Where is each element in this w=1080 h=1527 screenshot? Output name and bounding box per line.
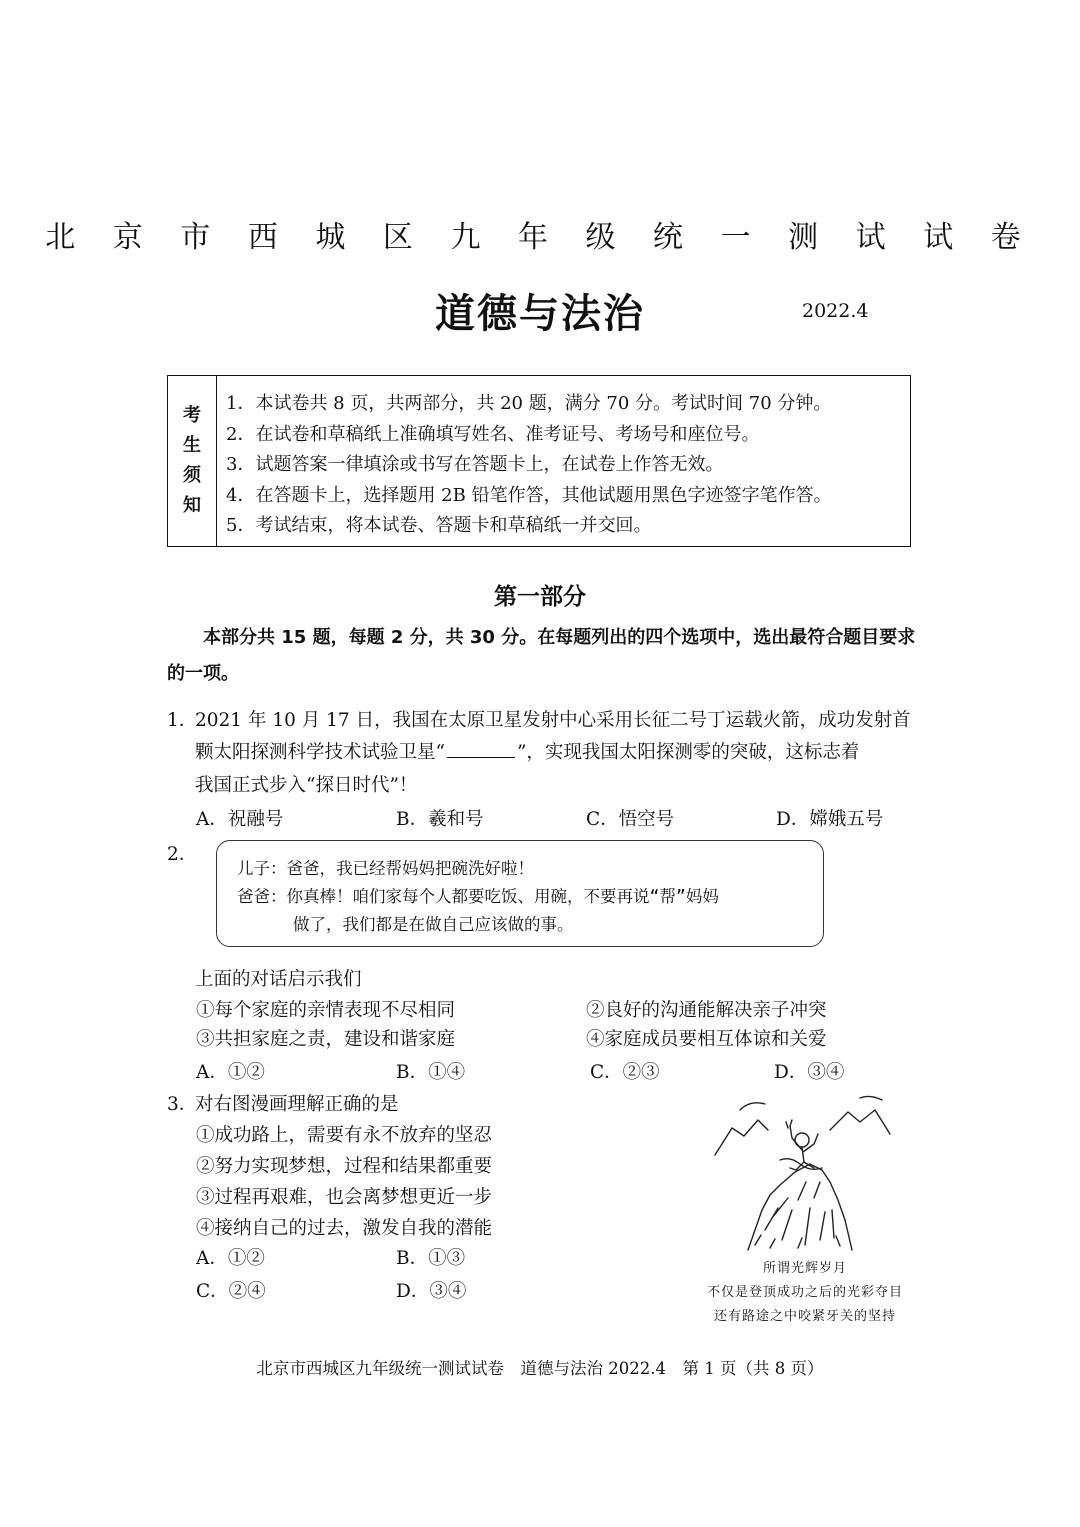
notice-item: 2．在试卷和草稿纸上准确填写姓名、准考证号、考场号和座位号。	[226, 423, 760, 445]
question-number: 1．	[167, 710, 198, 731]
question-stem-line	[195, 738, 859, 764]
statement: ④接纳自己的过去，激发自我的潜能	[196, 1218, 493, 1239]
notice-item: 5．考试结束，将本试卷、答题卡和草稿纸一并交回。	[226, 515, 652, 536]
notice-label-char: 生	[183, 435, 201, 456]
option-c: C．②④	[196, 1281, 266, 1302]
stem-text: ”，实现我国太阳探测零的突破，这标志着	[516, 742, 860, 763]
cartoon-caption-line: 不仅是登顶成功之后的光彩夺目	[706, 1285, 903, 1300]
notice-item: 3．试题答案一律填涂或书写在答题卡上，在试卷上作答无效。	[226, 454, 724, 475]
statement: ②努力实现梦想，过程和结果都重要	[196, 1156, 493, 1177]
question-number: 2．	[167, 844, 198, 865]
statement: ①每个家庭的亲情表现不尽相同	[196, 1000, 456, 1021]
dialog-line: 儿子：爸爸，我已经帮妈妈把碗洗好啦！	[237, 859, 534, 878]
question-prompt: 上面的对话启示我们	[195, 969, 362, 990]
option-a: A．①②	[196, 1062, 265, 1083]
exam-title: 北 京 市 西 城 区 九 年 级 统 一 测 试 试 卷	[45, 220, 1035, 255]
notice-label	[168, 376, 217, 546]
statement: ③过程再艰难，也会离梦想更近一步	[196, 1187, 493, 1208]
option-c: C．悟空号	[586, 809, 675, 830]
notice-label-char: 考	[183, 405, 201, 426]
notice-item: 4．在答题卡上，选择题用 2B 铅笔作答，其他试题用黑色字迹签字笔作答。	[226, 484, 832, 506]
notice-items	[226, 389, 832, 542]
answer-blank	[447, 741, 515, 758]
statement: ③共担家庭之责，建设和谐家庭	[196, 1029, 456, 1050]
stem-text: 颗太阳探测科学技术试验卫星“	[195, 742, 445, 763]
question-number: 3．	[167, 1094, 198, 1115]
question-stem-line: 2021 年 10 月 17 日，我国在太原卫星发射中心采用长征二号丁运载火箭，成功发射首	[195, 710, 911, 731]
option-c: C．②③	[590, 1062, 660, 1083]
option-d: D．③④	[396, 1281, 467, 1302]
option-b: B．①④	[396, 1062, 466, 1083]
option-d: D．嫦娥五号	[776, 809, 884, 830]
mountain-climber-cartoon	[710, 1090, 900, 1255]
statement: ②良好的沟通能解决亲子冲突	[586, 1000, 827, 1021]
exam-date: 2022.4	[802, 300, 869, 322]
candidate-notice-box	[167, 375, 911, 547]
dialog-box	[216, 840, 824, 947]
cartoon-caption-line: 还有路途之中咬紧牙关的坚持	[713, 1309, 896, 1324]
notice-label-char: 知	[183, 495, 201, 516]
option-a: A．祝融号	[196, 809, 284, 830]
statement: ④家庭成员要相互体谅和关爱	[586, 1029, 827, 1050]
part-description: 本部分共 15 题，每题 2 分，共 30 分。在每题列出的四个选项中，选出最符合题目要求的一项。	[167, 627, 916, 684]
part-title: 第一部分	[494, 584, 586, 610]
notice-label-char: 须	[183, 465, 201, 486]
dialog-line: 做了，我们都是在做自己应该做的事。	[293, 915, 574, 934]
option-b: B．①③	[396, 1248, 466, 1269]
subject-title: 道德与法治	[435, 291, 645, 337]
option-a: A．①②	[196, 1248, 265, 1269]
statement: ①成功路上，需要有永不放弃的坚忍	[196, 1125, 493, 1146]
dialog-line: 爸爸：你真棒！咱们家每个人都要吃饭、用碗，不要再说“帮”妈妈	[237, 887, 719, 906]
question-stem-line: 我国正式步入“探日时代”！	[195, 775, 418, 796]
option-d: D．③④	[774, 1062, 845, 1083]
notice-item: 1．本试卷共 8 页，共两部分，共 20 题，满分 70 分。考试时间 70 分钟。	[226, 393, 832, 414]
option-b: B．羲和号	[396, 809, 484, 830]
question-stem: 对右图漫画理解正确的是	[195, 1094, 399, 1115]
page-footer: 北京市西城区九年级统一测试试卷 道德与法治 2022.4 第 1 页（共 8 页）	[256, 1359, 824, 1378]
cartoon-caption-line: 所谓光辉岁月	[762, 1261, 847, 1276]
